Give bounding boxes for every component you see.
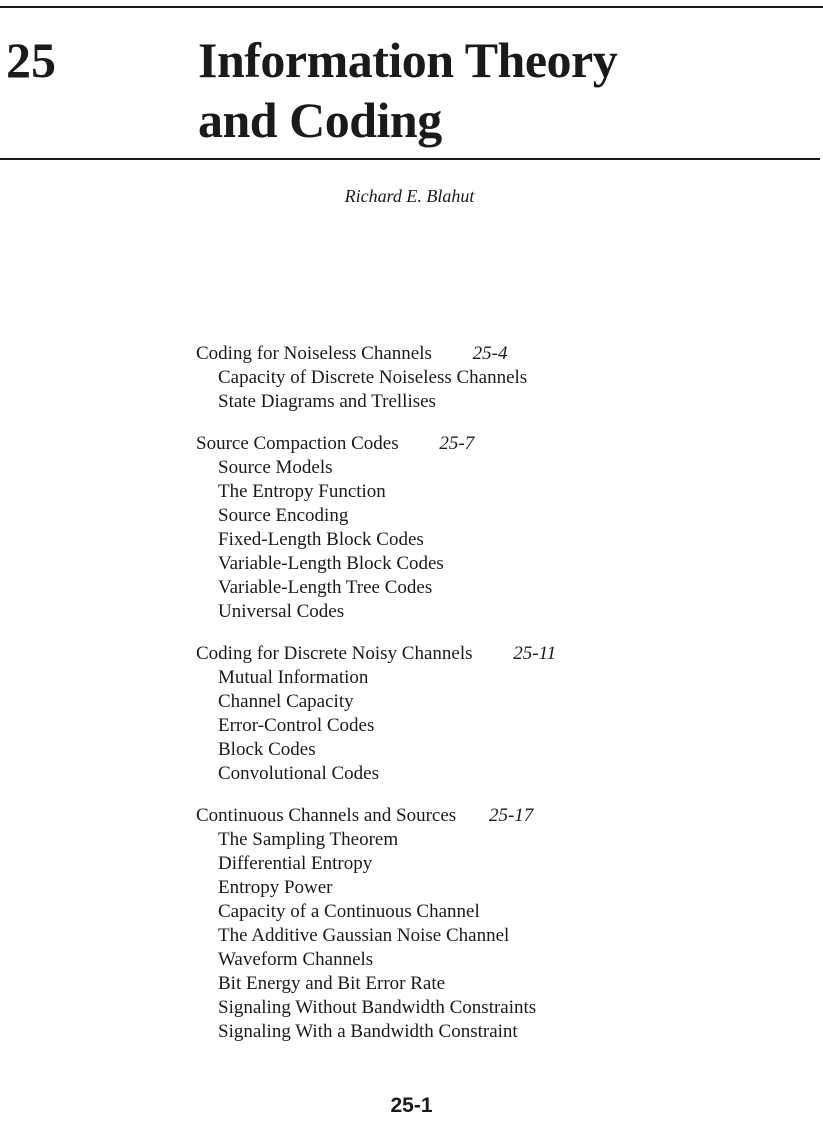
author-line	[0, 184, 823, 208]
toc-section	[196, 804, 796, 1044]
toc-item: Mutual Information	[218, 667, 369, 688]
toc-item: Entropy Power	[218, 877, 333, 898]
chapter-title-line-2: and Coding	[198, 92, 442, 148]
toc-section-heading	[196, 342, 796, 366]
toc-item: Variable-Length Tree Codes	[218, 577, 433, 598]
toc-item: Fixed-Length Block Codes	[218, 529, 424, 550]
chapter-number: 25	[6, 32, 56, 88]
toc-item: Differential Entropy	[218, 853, 373, 874]
toc-section-title: Source Compaction Codes	[196, 433, 399, 454]
toc-item: Capacity of Discrete Noiseless Channels	[218, 367, 528, 388]
toc-item: Source Encoding	[218, 505, 349, 526]
toc-section-page: 25-17	[488, 805, 534, 826]
toc-section-heading	[196, 804, 796, 828]
toc-section-heading	[196, 642, 796, 666]
toc-item: The Sampling Theorem	[218, 829, 399, 850]
toc-item: Capacity of a Continuous Channel	[218, 901, 480, 922]
toc-section	[196, 642, 796, 786]
toc-section-title: Coding for Noiseless Channels	[196, 343, 432, 364]
author-name: Richard E. Blahut	[344, 186, 475, 206]
title-rule	[0, 158, 820, 160]
chapter-title-line-1: Information Theory	[198, 32, 618, 88]
toc-item: Variable-Length Block Codes	[218, 553, 444, 574]
toc-item: The Entropy Function	[218, 481, 386, 502]
top-rule	[0, 6, 823, 8]
toc-item: Waveform Channels	[218, 949, 374, 970]
toc-item: Signaling With a Bandwidth Constraint	[218, 1021, 518, 1042]
chapter-title	[198, 30, 617, 150]
toc-section-page: 25-4	[472, 343, 508, 364]
toc-item: Bit Energy and Bit Error Rate	[218, 973, 446, 994]
toc-section-title: Coding for Discrete Noisy Channels	[196, 643, 473, 664]
toc-item: Universal Codes	[218, 601, 345, 622]
toc-section-heading	[196, 432, 796, 456]
toc-item: Source Models	[218, 457, 333, 478]
toc-item: Convolutional Codes	[218, 763, 379, 784]
toc-item: State Diagrams and Trellises	[218, 391, 436, 412]
toc-section-page: 25-7	[439, 433, 475, 454]
page-number: 25-1	[390, 1094, 433, 1117]
toc-item: Channel Capacity	[218, 691, 354, 712]
toc-section	[196, 342, 796, 414]
toc-item: Block Codes	[218, 739, 316, 760]
table-of-contents	[196, 342, 796, 1062]
toc-section	[196, 432, 796, 624]
toc-item: Signaling Without Bandwidth Constraints	[218, 997, 537, 1018]
toc-item: The Additive Gaussian Noise Channel	[218, 925, 510, 946]
toc-section-page: 25-11	[513, 643, 557, 664]
toc-section-title: Continuous Channels and Sources	[196, 805, 457, 826]
toc-item: Error-Control Codes	[218, 715, 375, 736]
